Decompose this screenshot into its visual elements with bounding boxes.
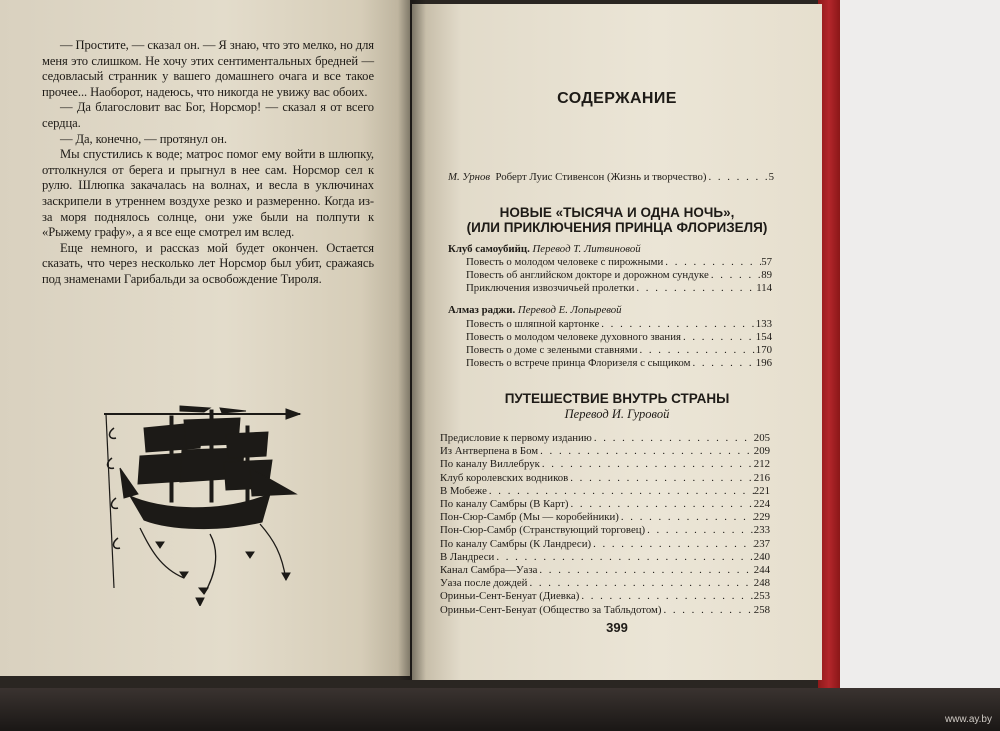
toc-entry-title: По каналу Самбры (В Карт) — [440, 498, 569, 510]
toc-entry[interactable] — [440, 511, 770, 524]
toc-entry-page: 170 — [755, 344, 772, 356]
section-translator: Перевод И. Гуровой — [564, 407, 670, 421]
dot-leader — [537, 564, 753, 577]
toc-entry[interactable] — [440, 564, 770, 577]
group-name: Клуб самоубийц. — [448, 243, 530, 255]
dot-leader — [599, 318, 756, 331]
toc-entry-title: Пон-Сюр-Самбр (Странствующий торговец) — [440, 524, 646, 537]
toc-entry-page: 258 — [753, 603, 770, 616]
toc-entry[interactable] — [440, 577, 770, 590]
toc-entry[interactable] — [440, 524, 770, 537]
paragraph: — Да, конечно, — протянул он. — [60, 131, 227, 146]
watermark: www.ay.by — [944, 714, 992, 725]
dot-leader — [527, 577, 753, 590]
toc-entry[interactable] — [440, 445, 770, 458]
toc-entry-page: 224 — [753, 498, 770, 510]
toc-entry-page: 248 — [753, 577, 770, 590]
group-translator: Перевод Е. Лопыревой — [517, 304, 622, 316]
toc-entry-title: В Мобеже — [440, 484, 487, 497]
toc-entry-title: Повесть о молодом человеке духовного звания — [466, 331, 681, 343]
paragraph: — Простите, — сказал он. — Я знаю, что это мелко, но для меня это слишком. Не хочу этих сентиментальных бредней — седовласый странник у вашего домашнего очага и все такое прочее... Наоборот, надеюсь, что никогда не увижу вас обоих. — [42, 38, 374, 99]
toc-entry[interactable] — [466, 256, 772, 269]
dot-leader — [709, 269, 761, 282]
toc-entry-title: Предисловие к первому изданию — [440, 432, 592, 444]
dot-leader — [619, 511, 754, 524]
left-page-text — [42, 38, 374, 288]
toc-entry-title: Пон-Сюр-Самбр (Мы — коробейники) — [440, 511, 619, 524]
toc-entry-page: 154 — [755, 331, 772, 343]
paragraph: Мы спустились к воде; матрос помог ему войти в шлюпку, оттолкнулся от берега и прыгнул в нее сам. Норсмор сел к рулю. Шлюпка закачалась на волнах, и весла в уключинах заскрипели в утреннем воздухе резко и размеренно. Когда из-за моря поднялось солнце, они уже были на полпути к «Рыжему графу», а я все еще смотрел им вслед. — [42, 147, 374, 240]
toc-group-header — [448, 243, 641, 256]
toc-entry-title: Повесть об английском докторе и дорожном сундуке — [466, 269, 709, 281]
background-bottom — [0, 688, 1000, 731]
toc-entry[interactable] — [466, 344, 772, 357]
dot-leader — [592, 432, 754, 445]
toc-entry-author: М. Урнов — [448, 171, 491, 183]
page-title: СОДЕРЖАНИЕ — [557, 90, 677, 107]
toc-entry[interactable] — [466, 331, 772, 344]
dot-leader — [638, 344, 756, 357]
toc-entry[interactable] — [448, 171, 774, 184]
dot-leader — [591, 538, 754, 551]
toc-entry-page: 229 — [753, 511, 770, 524]
dot-leader — [681, 331, 756, 344]
dot-leader — [634, 282, 756, 295]
toc-entry[interactable] — [440, 458, 770, 471]
toc-entry[interactable] — [440, 538, 770, 551]
group-translator: Перевод Т. Литвиновой — [532, 243, 641, 255]
dot-leader — [645, 524, 754, 537]
toc-entry-page: 205 — [753, 432, 770, 444]
toc-entry-page: 209 — [753, 445, 770, 458]
dot-leader — [661, 604, 753, 617]
dot-leader — [494, 551, 753, 564]
paragraph: — Да благословит вас Бог, Норсмор! — сказал я от всего сердца. — [42, 100, 374, 130]
ship-illustration-icon — [100, 398, 308, 606]
toc-entry-page: 196 — [755, 357, 772, 369]
section-title: НОВЫЕ «ТЫСЯЧА И ОДНА НОЧЬ», — [499, 205, 735, 220]
toc-entry-page: 233 — [753, 524, 770, 537]
toc-entry[interactable] — [466, 357, 772, 370]
toc-entry-title: В Ландреси — [440, 550, 495, 563]
dot-leader — [706, 171, 768, 184]
toc-entry-title: По каналу Самбры (К Ландреси) — [440, 537, 592, 550]
toc-entry-page: 5 — [768, 171, 774, 183]
toc-entry[interactable] — [440, 551, 770, 564]
toc-entry-page: 89 — [761, 269, 772, 281]
section-title: ПУТЕШЕСТВИЕ ВНУТРЬ СТРАНЫ — [504, 391, 730, 406]
group-name: Алмаз раджи. — [448, 304, 516, 316]
toc-entry-page: 57 — [761, 256, 772, 268]
toc-entry-title: Канал Самбра—Уаза — [440, 564, 538, 576]
toc-entry-page: 114 — [756, 282, 772, 294]
dot-leader — [663, 256, 761, 269]
toc-entry[interactable] — [440, 472, 770, 485]
paragraph: Еще немного, и рассказ мой будет окончен. Остается сказать, что через несколько лет Норсмор был убит, сражаясь под знаменами Гарибальди за освобождение Тироля. — [42, 240, 374, 286]
toc-entry-title: Ориньи-Сент-Бенуат (Общество за Табльдотом) — [440, 603, 662, 616]
toc-entry[interactable] — [440, 432, 770, 445]
toc-entry-title: Повесть о молодом человеке с пирожными — [466, 256, 664, 268]
toc-entry-page: 244 — [753, 564, 770, 576]
toc-entry[interactable] — [440, 590, 770, 603]
toc-entry-title: Уаза после дождей — [440, 577, 528, 590]
dot-leader — [538, 445, 754, 458]
toc-entry-title: Клуб королевских водников — [440, 471, 569, 484]
background-right — [838, 0, 1000, 731]
toc-entry[interactable] — [440, 485, 770, 498]
toc-entry-page: 253 — [753, 590, 770, 603]
page-number: 399 — [606, 620, 628, 635]
toc-entry-title: Повесть о встрече принца Флоризеля с сыщиком — [466, 357, 691, 369]
toc-entry-title: Ориньи-Сент-Бенуат (Диевка) — [440, 590, 580, 603]
toc-entry[interactable] — [466, 269, 772, 282]
toc-entry-title: По каналу Виллебрук — [440, 458, 540, 471]
bleed-through-text — [505, 116, 735, 156]
toc-entry-page: 221 — [753, 484, 770, 497]
toc-entry-title: Роберт Луис Стивенсон (Жизнь и творчество) — [495, 171, 707, 183]
toc-entry-page: 216 — [753, 471, 770, 484]
toc-entry-title: Повесть о доме с зелеными ставнями — [466, 344, 638, 356]
dot-leader — [690, 357, 755, 370]
toc-entry-title: Приключения извозчичьей пролетки — [466, 282, 635, 294]
toc-entry-title: Повесть о шляпной картонке — [466, 318, 600, 330]
toc-entry[interactable] — [440, 604, 770, 617]
toc-entry-title: Из Антверпена в Бом — [440, 445, 539, 458]
dot-leader — [569, 498, 754, 511]
toc-entry-page: 237 — [753, 537, 770, 550]
dot-leader — [487, 485, 754, 498]
dot-leader — [540, 458, 754, 471]
toc-entry-page: 240 — [753, 550, 770, 563]
dot-leader — [579, 590, 753, 603]
toc-entry-page: 133 — [755, 318, 772, 330]
toc-entry[interactable] — [466, 282, 772, 295]
toc-group-header — [448, 304, 622, 317]
toc-entry[interactable] — [466, 318, 772, 331]
toc-entry[interactable] — [440, 498, 770, 511]
section-subtitle: (ИЛИ ПРИКЛЮЧЕНИЯ ПРИНЦА ФЛОРИЗЕЛЯ) — [466, 220, 768, 235]
toc-entry-page: 212 — [753, 458, 770, 471]
dot-leader — [568, 472, 754, 485]
